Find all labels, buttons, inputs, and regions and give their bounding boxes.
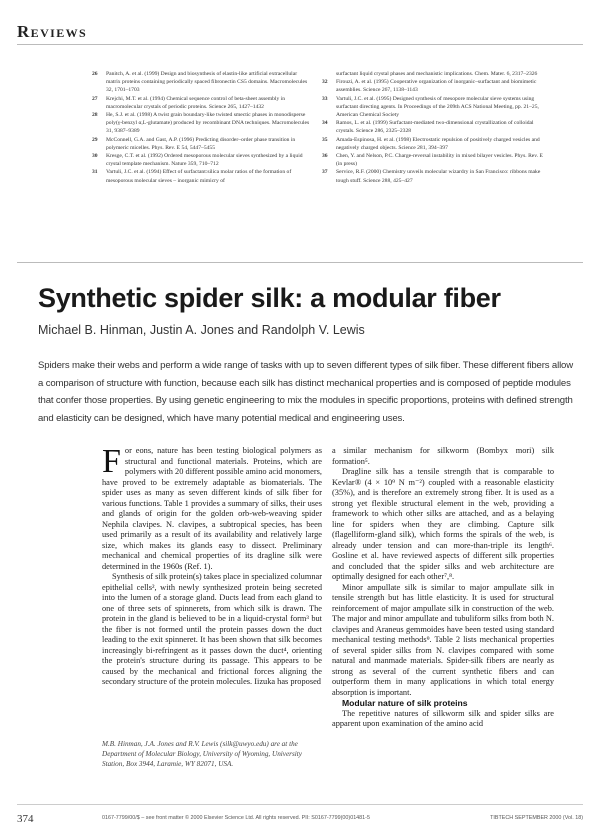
reference-item: [92, 70, 310, 95]
reference-item: [322, 70, 544, 78]
reference-text: Kresge, C.T. et al. (1992) Ordered mesoporous molecular sieves synthesized by a liquid crystal template mechanism. Nature 359, 710–712: [106, 153, 303, 168]
body-paragraph: a similar mechanism for silkworm (Bombyx mori) silk formation⁵.: [332, 446, 554, 466]
reference-list-left: [92, 70, 310, 185]
reference-number: 27: [92, 95, 98, 102]
body-paragraph: The repetitive natures of silkworm silk and spider silks are apparent upon examination of the amino acid: [332, 708, 554, 728]
reference-item: [92, 95, 310, 111]
section-subheading: Modular nature of silk proteins: [342, 698, 468, 708]
reference-number: 28: [92, 112, 98, 119]
body-column-right: [332, 446, 554, 730]
article-abstract: Spiders make their webs and perform a wide range of tasks with up to seven different types of silk fiber. These different fibers allow a comparison of structure with function, because each silk has distinct mechanical properties and is composed of peptide modules that confer those properties. By using genetic engineering to mix the modules in specific proportions, proteins with defined strength and elasticity can be designed, which have many potential medical and engineering uses.: [38, 360, 574, 424]
reference-item: [322, 152, 544, 168]
reference-number: 37: [322, 169, 328, 176]
reference-text: He, S.J. et al. (1998) A twist grain boundary-like twisted smectic phases in monodisperse poly(γ-benzyl α,L-glutamate) produced by recombinant DNA techniques. Macromolecules 31, 9387–9389: [106, 112, 310, 135]
reference-text: McConnell, G.A. and Gast, A.P. (1996) Predicting disorder–order phase transition in polymeric micelles. Phys. Rev. E 54, 5447–5455: [106, 136, 296, 151]
reference-number: 26: [92, 71, 98, 77]
reference-number: 32: [322, 79, 328, 86]
reference-item: [92, 111, 310, 136]
reference-text: Firouzi, A. et al. (1995) Cooperative organization of inorganic–surfactant and biomimetic assemblies. Science 267, 1138–1143: [336, 79, 537, 94]
page-number: 374: [17, 813, 34, 825]
reference-list-right: [322, 70, 544, 185]
section-divider: [17, 262, 583, 263]
footer-divider: [17, 804, 583, 805]
reference-item: [92, 136, 310, 152]
reference-number: 34: [322, 120, 328, 127]
reference-text: surfactant liquid crystal phases and mechanistic implications. Chem. Mater. 6, 2317–2326: [336, 71, 538, 77]
reference-item: [322, 78, 544, 94]
reference-number: 36: [322, 153, 328, 160]
reference-item: [322, 119, 544, 135]
article-title: Synthetic spider silk: a modular fiber: [38, 283, 501, 313]
body-paragraph: [102, 443, 322, 572]
section-header: Reviews: [17, 22, 88, 41]
reference-text: Amada-Espinosa, H. et al. (1998) Electrostatic repulsion of positively charged vesicles and negatively charged objects. Science 281, 394–397: [336, 136, 540, 151]
reference-number: 30: [92, 153, 98, 160]
reference-text: Service, R.F. (2000) Chemistry unveils molecular wizardry in San Francisco: ribbons make tough stuff. Science 288, 425–427: [336, 169, 541, 184]
reference-text: Panitch, A. et al. (1999) Design and biosynthesis of elastin-like artificial extracellular matrix proteins containing periodically spaced fibronectin CS5 domains. Macromolecules 32, 1701–1703: [106, 71, 308, 94]
reference-text: Vartuli, J.C. et al. (1995) Designed synthesis of mesopore molecular sieve systems using surfactant directing agents. In Proceedings of the 209th ACS National Meeting, pp. 21–25, American Chemical Society: [336, 95, 539, 119]
reference-item: [322, 168, 544, 184]
reference-item: [92, 152, 310, 168]
body-paragraph: Synthesis of silk protein(s) takes place in specialized columnar epithelial cells², with newly synthesized protein being secreted into the lumen of a storage gland. Ducts lead from each gland to one of three sets of spinnerets, from which silk is drawn. The protein in the gland is believed to be in a liquid-crystal form³ but the fiber is not formed until the protein passes down the duct leading to the exit spinneret. It has been shown that silk becomes increasingly bi-refringent as it passes down the duct⁴, orienting the protein's structure during its passage. This appears to be caused by the mechanical and frictional forces aligning the secondary structure of the protein molecules. Iizuka has proposed: [102, 572, 322, 686]
footer-legal: 0167-7799/00/$ – see front matter © 2000 Elsevier Science Ltd. All rights reserved. PII: S0167-7799(00)01481-5: [102, 815, 370, 821]
reference-item: [322, 136, 544, 152]
reference-text: Vartuli, J.C. et al. (1994) Effect of surfactant:silica molar ratios of the formation of mesoporous molecular sieves – inorganic mimicry of: [106, 169, 292, 184]
author-affiliation: M.B. Hinman, J.A. Jones and R.V. Lewis (silk@uwyo.edu) are at the Department of Molecular Biology, University of Wyoming, University Station, Box 3944, Laramie, WY 82071, USA.: [102, 740, 302, 768]
reference-number: 33: [322, 95, 328, 102]
reference-item: [322, 95, 544, 120]
reference-text: Krejchi, M.T. et al. (1994) Chemical sequence control of beta-sheet assembly in macromolecular crystals of periodic proteins. Science 265, 1427–1432: [106, 95, 285, 110]
reference-item: [92, 168, 310, 184]
footer-journal: TIBTECH SEPTEMBER 2000 (Vol. 18): [490, 815, 583, 821]
reference-number: 35: [322, 136, 328, 143]
paragraph-text: or eons, nature has been testing biological polymers as structural and functional materials. Proteins, which are polymers with 20 different possible amino acid monomers, have proved to be extremely adaptable as biomaterials. The spider uses as many as seven different kinds of silk fiber for various functions. Table 1 provides a summary of silks, their uses and glands of origin for the golden orb-web-weaving spider Nephila clavipes. N. clavipes, a subtropical species, has been used primarily as a result of its availability and relatively large size, which makes its glands easy to dissect. Preliminary mechanical and chemical properties of its dragline silk were determined in the 1960s (Ref. 1).: [102, 446, 322, 571]
reference-text: Chen, Y. and Nelson, P.C. Charge-reversal instability in mixed bilayer vesicles. Phys. Rev. E (in press): [336, 153, 543, 168]
article-authors: Michael B. Hinman, Justin A. Jones and Randolph V. Lewis: [38, 323, 365, 337]
reference-number: 29: [92, 136, 98, 143]
header-divider: [17, 44, 583, 45]
reference-number: 31: [92, 169, 98, 176]
reference-text: Ramos, L. et al. (1999) Surfactant-mediated two-dimensional crystallization of colloidal crystals. Science 286, 2325–2328: [336, 120, 534, 135]
body-paragraph: Minor ampullate silk is similar to major ampullate silk in tensile strength but has little elasticity. It is used for structural reinforcement of major ampullate silk in construction of the web. The major and minor ampullate and tubuliform silks from both N. clavipes and Araneus gemmoides have been tested using standard mechanical testing methods⁹. Table 2 lists mechanical properties of several spider silks from N. clavipes compared with some natural and manmade materials. Spider-silk fibers are nearly as strong as several of the current synthetic fibers and can outperform them in many applications in which total energy absorption is important.: [332, 582, 554, 697]
body-paragraph: Dragline silk has a tensile strength that is comparable to Kevlar® (4 × 10⁹ N m⁻²) coupled with a reasonable elasticity (35%), and is therefore an extremely strong fiber. It is used as a strong yet flexible structural element in the web, providing a framework to which other silks are attached, and as a belaying line for spiders when they are climbing. Capture silk (flagelliform-gland silk), which forms the spirals of the web, is already under tension and can more-than-triple its length⁶. Gosline et al. have reviewed aspects of different silk properties and concluded that the spider silks and web architecture are optimally designed for each other⁷,⁸.: [332, 467, 554, 581]
body-column-left: [102, 443, 322, 688]
drop-cap: F: [102, 443, 121, 480]
